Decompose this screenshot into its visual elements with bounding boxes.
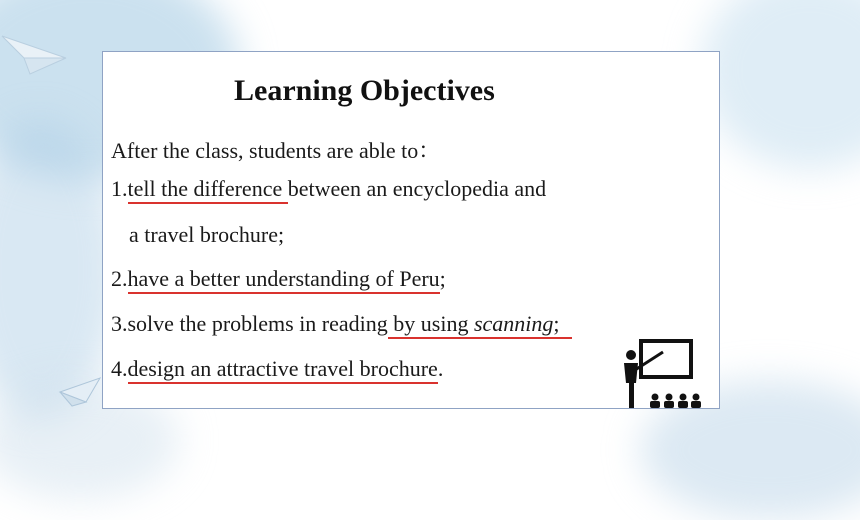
- objective-1-continuation: a travel brochure;: [129, 222, 285, 247]
- objective-number: 2.: [111, 266, 128, 291]
- slide-title: Learning Objectives: [234, 74, 495, 107]
- underlined-phrase: by using: [387, 311, 474, 336]
- underlined-phrase: have a better understanding of Peru: [128, 266, 440, 294]
- objective-text: ;: [553, 311, 560, 336]
- objective-text: .: [437, 356, 444, 381]
- objective-text: solve the problems in reading: [127, 311, 388, 336]
- objective-4: [111, 356, 443, 382]
- objectives-card: [102, 51, 720, 409]
- objective-number: 1.: [111, 176, 128, 201]
- underlined-phrase: tell the difference: [128, 176, 288, 204]
- objective-3: [111, 311, 572, 337]
- objective-text: ;: [439, 266, 446, 291]
- objective-number: 4.: [111, 356, 128, 381]
- paper-plane-icon: [56, 370, 104, 410]
- objective-2: [111, 266, 446, 292]
- italic-term: scanning: [473, 311, 554, 336]
- teacher-presentation-icon: [619, 338, 703, 412]
- objective-1: [111, 176, 546, 202]
- objective-text: between an encyclopedia and: [287, 176, 547, 201]
- paper-plane-icon: [0, 28, 70, 78]
- objective-number: 3.: [111, 311, 128, 336]
- watercolor-wash: [700, 0, 860, 170]
- underlined-phrase: design an attractive travel brochure: [128, 356, 438, 384]
- intro-text: After the class, students are able to：: [111, 138, 441, 163]
